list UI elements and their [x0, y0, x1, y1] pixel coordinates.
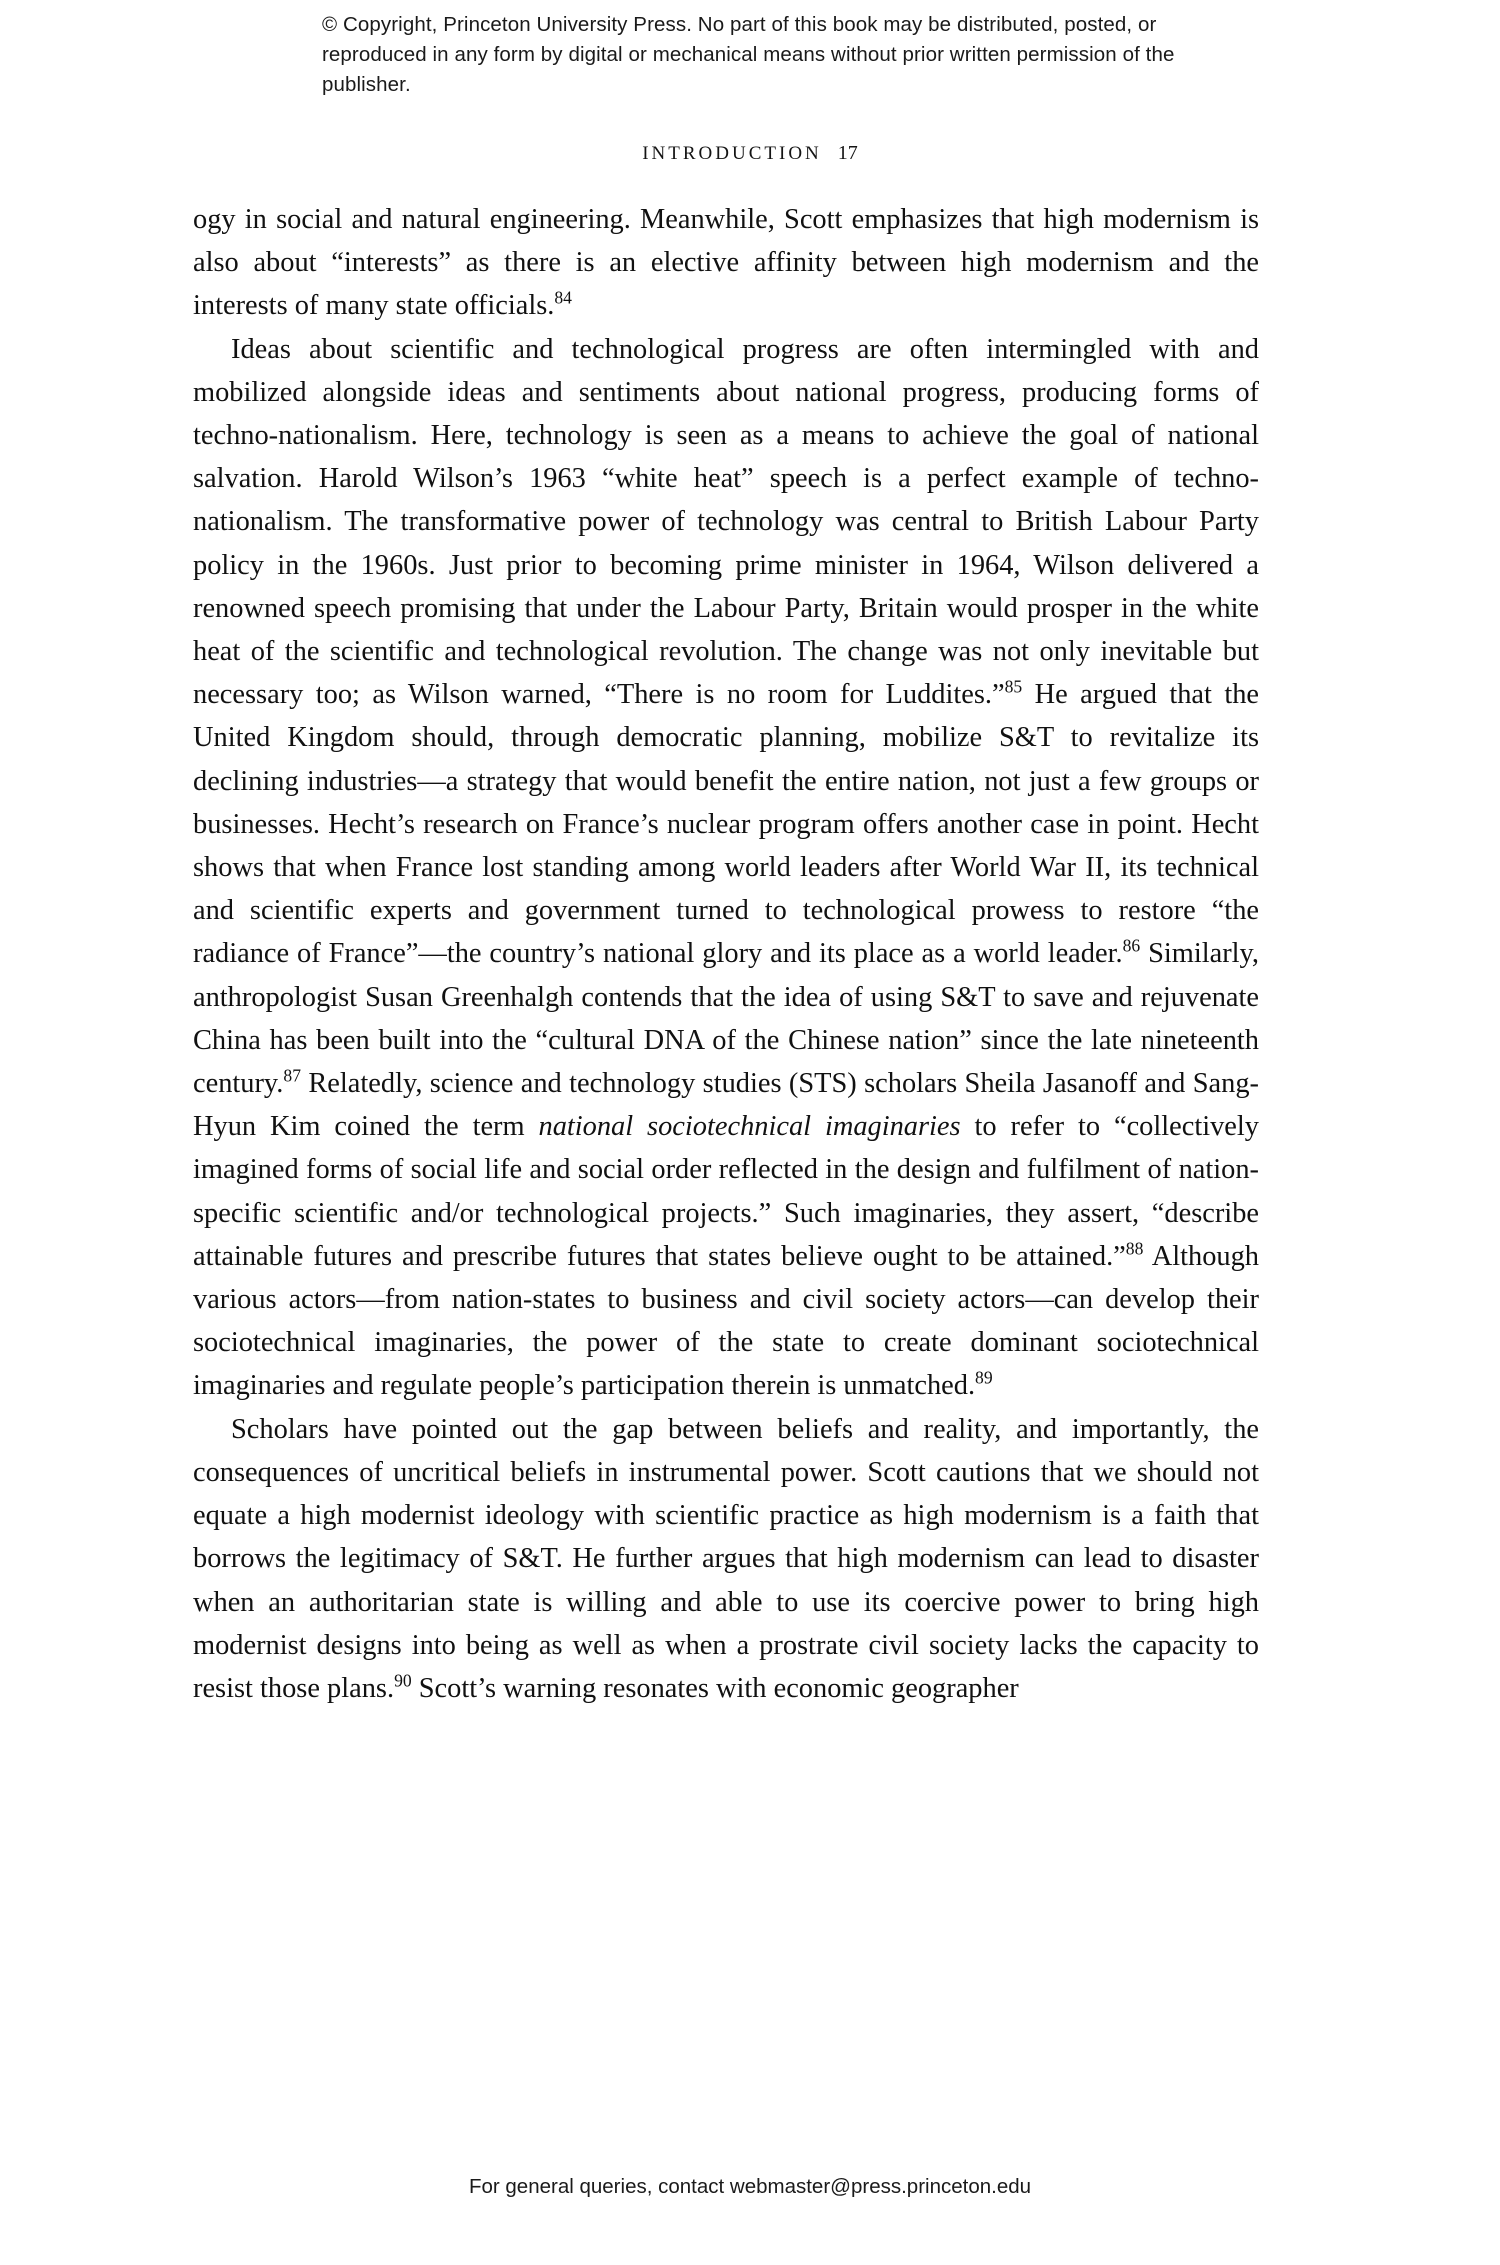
paragraph-2-segment-2: He argued that the United Kingdom should, through democratic planning, mobilize S&T to revitalize its declining industries—a strategy that would benefit the entire nation, not just a few groups or businesses. Hecht’s research on France’s nuclear program offers another case in point. Hecht shows that when France lost standing among world leaders after World War II, its technical and scientific experts and government turned to technological prowess to restore “the radiance of France”—the country’s national glory and its place as a world leader.: [193, 679, 1260, 970]
paragraph-techno-nationalism: [193, 328, 1259, 1408]
footnote-marker-89: 89: [975, 1368, 993, 1389]
footnote-marker-85: 85: [1004, 676, 1023, 697]
running-head: [0, 142, 1500, 165]
footnote-marker-87: 87: [283, 1065, 301, 1086]
copyright-notice: © Copyright, Princeton University Press. No part of this book may be distributed, posted, or reproduced in any form by digital or mechanical means without prior written permission of the publisher.: [322, 13, 1175, 96]
running-head-page-number: 17: [837, 142, 858, 164]
paragraph-3-segment-1: Scholars have pointed out the gap between beliefs and reality, and importantly, the consequences of uncritical beliefs in instrumental power. Scott cautions that we should not equate a high modernist ideology with scientific practice as high modernism is a faith that borrows the legitimacy of S&T. He further argues that high modernism can lead to disaster when an authoritarian state is willing and able to use its coercive power to bring high modernist designs into being as well as when a prostrate civil society lacks the capacity to resist those plans.: [193, 1413, 1259, 1704]
paragraph-2-segment-6: Although various actors—from nation-states to business and civil society actors—can develop their sociotechnical imaginaries, the power of the state to create dominant sociotechnical imaginaries and regulate people’s participation therein is unmatched.: [193, 1240, 1259, 1402]
running-head-section-label: INTRODUCTION: [642, 143, 822, 164]
footer-notice: For general queries, contact webmaster@press.princeton.edu: [468, 2175, 1032, 2198]
footnote-marker-88: 88: [1125, 1238, 1144, 1259]
paragraph-scholars-gap: [193, 1408, 1259, 1710]
paragraph-3-segment-2: Scott’s warning resonates with economic geographer: [411, 1672, 1019, 1704]
footnote-marker-84: 84: [554, 287, 572, 308]
paragraph-2-segment-4: Relatedly, science and technology studies (STS) scholars Sheila Jasanoff and Sang-Hyun Kim coined the term: [193, 1068, 1259, 1143]
paragraph-2-segment-3: Similarly, anthropologist Susan Greenhalgh contends that the idea of using S&T to save and rejuvenate China has been built into the “cultural DNA of the Chinese nation” since the late nineteenth century.: [193, 938, 1259, 1100]
paragraph-2-segment-1: Ideas about scientific and technological progress are often intermingled with and mobilized alongside ideas and sentiments about national progress, producing forms of techno-nationalism. Here, technology is seen as a means to achieve the goal of national salvation. Harold Wilson’s 1963 “white heat” speech is a perfect example of techno-nationalism. The transformative power of technology was central to British Labour Party policy in the 1960s. Just prior to becoming prime minister in 1964, Wilson delivered a renowned speech promising that under the Labour Party, Britain would prosper in the white heat of the scientific and technological revolution. The change was not only inevitable but necessary too; as Wilson warned, “There is no room for Luddites.”: [193, 333, 1259, 711]
footnote-marker-90: 90: [394, 1670, 412, 1691]
paragraph-1-text: ogy in social and natural engineering. Meanwhile, Scott emphasizes that high modernism is also about “interests” as there is an elective affinity between high modernism and the interests of many state officials.: [193, 204, 1259, 322]
italic-term-national-sociotechnical-imaginaries: national sociotechnical imaginaries: [538, 1111, 961, 1143]
body-text-block: [193, 198, 1259, 1710]
paragraph-2-segment-5: to refer to “collectively imagined forms of social life and social order reflected in the design and fulfilment of nation-specific scientific and/or technological projects.” Such imaginaries, they assert, “describe attainable futures and prescribe futures that states believe ought to be attained.”: [193, 1111, 1259, 1272]
footnote-marker-86: 86: [1122, 935, 1141, 956]
paragraph-continued: [193, 198, 1259, 328]
